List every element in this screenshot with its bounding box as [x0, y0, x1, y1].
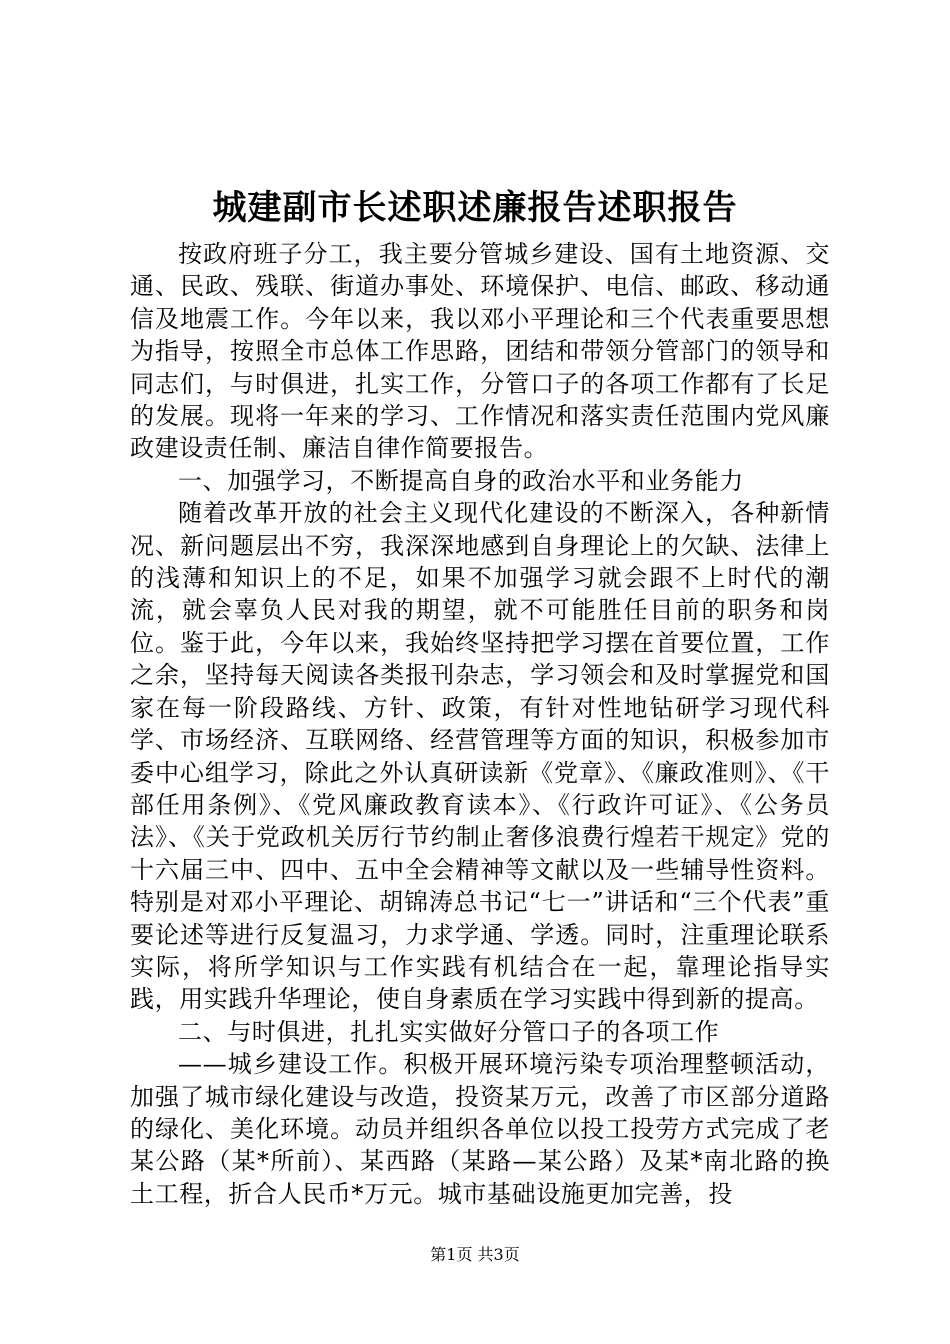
paragraph-study: 随着改革开放的社会主义现代化建设的不断深入，各种新情况、新问题层出不穷，我深深地感到自身理论上的欠缺、法律上的浅薄和知识上的不足，如果不加强学习就会跟不上时代的潮流，就会辜负人民对我的期望，就不可能胜任目前的职务和岗位。鉴于此，今年以来，我始终坚持把学习摆在首要位置，工作之余，坚持每天阅读各类报刊杂志，学习领会和及时掌握党和国家在每一阶段路线、方针、政策，有针对性地钻研学习现代科学、市场经济、互联网络、经营管理等方面的知识，积极参加市委中心组学习，除此之外认真研读新《党章》、《廉政准则》、《干部任用条例》、《党风廉政教育读本》、《行政许可证》、《公务员法》、《关于党政机关厉行节约制止奢侈浪费行煌若干规定》党的十六届三中、四中、五中全会精神等文献以及一些辅导性资料。特别是对邓小平理论、胡锦涛总书记“七一”讲话和“三个代表”重要论述等进行反复温习，力求学通、学透。同时，注重理论联系实际，将所学知识与工作实践有机结合在一起，靠理论指导实践，用实践升华理论，使自身素质在学习实践中得到新的提高。: [130, 499, 830, 1014]
page-number: 第1页 共3页: [430, 1245, 520, 1264]
section-heading-2: 二、与时俱进，扎扎实实做好分管口子的各项工作: [178, 1017, 720, 1046]
paragraph-urban-construction: ——城乡建设工作。积极开展环境污染专项治理整顿活动，加强了城市绿化建设与改造，投资某万元，改善了市区部分道路的绿化、美化环境。动员并组织各单位以投工投劳方式完成了老某公路（某*所前）、某西路（某路—某公路）及某*南北路的换土工程，折合人民币*万元。城市基础设施更加完善，投: [130, 1050, 830, 1208]
paragraph-intro: 按政府班子分工，我主要分管城乡建设、国有土地资源、交通、民政、残联、街道办事处、环境保护、电信、邮政、移动通信及地震工作。今年以来，我以邓小平理论和三个代表重要思想为指导，按照全市总体工作思路，团结和带领分管部门的领导和同志们，与时俱进，扎实工作，分管口子的各项工作都有了长足的发展。现将一年来的学习、工作情况和落实责任范围内党风廉政建设责任制、廉洁自律作简要报告。: [130, 240, 830, 463]
document-title: 城建副市长述职述廉报告述职报告: [212, 188, 738, 228]
document-body: [130, 238, 830, 1210]
section-heading-1: 一、加强学习，不断提高自身的政治水平和业务能力: [178, 466, 744, 495]
